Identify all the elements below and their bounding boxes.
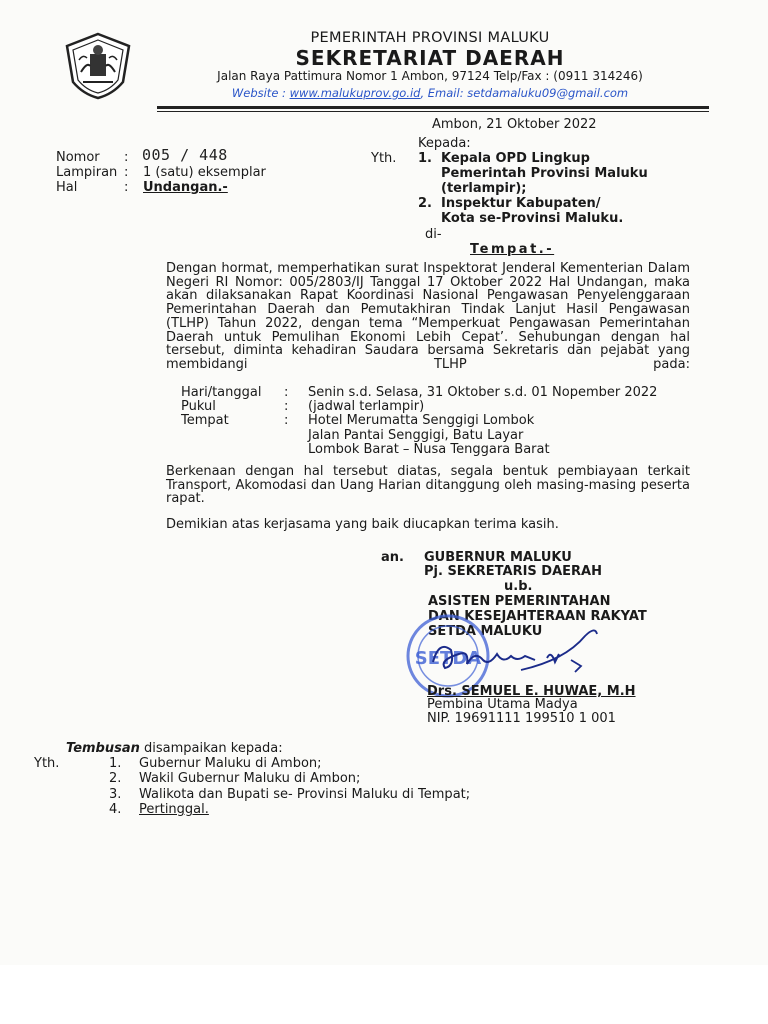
nomor-colon: :	[124, 150, 129, 165]
email-text: , Email: setdamaluku09@gmail.com	[420, 86, 629, 100]
recipient-2-num: 2.	[418, 196, 432, 211]
detail-hari-value: Senin s.d. Selasa, 31 Oktober s.d. 01 Nopember 2022	[308, 385, 658, 400]
detail-hari-colon: :	[284, 385, 289, 400]
signature-title-2: Pj. SEKRETARIS DAERAH	[424, 564, 602, 579]
hal-value: Undangan.-	[143, 180, 228, 195]
lampiran-label: Lampiran	[56, 165, 118, 180]
tembusan-title-rest: disampaikan kepada:	[139, 741, 283, 756]
detail-pukul-label: Pukul	[181, 399, 216, 414]
detail-tempat-label: Tempat	[181, 413, 229, 428]
signature-title-3: ASISTEN PEMERINTAHAN	[428, 594, 611, 609]
tembusan-title: Tembusan	[66, 741, 140, 756]
signatory-name: Drs. SEMUEL E. HUWAE, M.H	[427, 684, 636, 699]
letterhead-contact	[180, 86, 680, 100]
tembusan-item-3-num: 3.	[109, 787, 122, 802]
tembusan-heading	[66, 742, 283, 757]
signature-title-5: SETDA MALUKU	[428, 624, 543, 639]
recipient-1-line2: Pemerintah Provinsi Maluku	[441, 166, 648, 181]
recipient-di: di-	[425, 227, 442, 242]
body-paragraph-1: Dengan hormat, memperhatikan surat Inspektorat Jenderal Kementerian Dalam Negeri RI Nomor: 005/2803/IJ Tanggal 17 Oktober 2022 Hal Undangan, maka akan dilaksanakan Rapat Koordinasi Nasional Pengawasan Penyelenggaraan Pemerintahan Daerah dan Pemutakhiran Tindak Lanjut Hasil Pengawasan (TLHP) Tahun 2022, dengan tema “Memperkuat Pengawasan Pemerintahan Daerah untuk Pemulihan Ekonomi Lebih Cepat’. Sehubungan dengan hal tersebut, diminta kehadiran Saudara bersama Sekretaris dan pejabat yang membidangi TLHP pada:	[166, 261, 690, 372]
recipient-1-num: 1.	[418, 151, 432, 166]
signature-title-1: GUBERNUR MALUKU	[424, 550, 572, 565]
recipient-2-line1: Inspektur Kabupaten/	[441, 196, 601, 211]
tembusan-yth: Yth.	[34, 756, 60, 771]
recipient-2-line2: Kota se-Provinsi Maluku.	[441, 211, 624, 226]
recipient-1-line3: (terlampir);	[441, 181, 527, 196]
signature-title-4: DAN KESEJAHTERAAN RAKYAT	[428, 609, 647, 624]
body-paragraph-3: Demikian atas kerjasama yang baik diucapkan terima kasih.	[166, 517, 559, 532]
letterhead-rule-thin	[157, 111, 709, 112]
letterhead-office: SEKRETARIAT DAERAH	[295, 46, 565, 70]
kepada-label: Kepada:	[418, 136, 471, 151]
lampiran-colon: :	[124, 165, 129, 180]
body-paragraph-2: Berkenaan dengan hal tersebut diatas, segala bentuk pembiayaan terkait Transport, Akomodasi dan Uang Harian ditanggung oleh masing-masing peserta rapat.	[166, 464, 690, 507]
tembusan-item-1-num: 1.	[109, 756, 122, 771]
provincial-emblem-icon	[63, 32, 133, 100]
website-label: Website :	[231, 86, 290, 100]
tembusan-item-2-text: Wakil Gubernur Maluku di Ambon;	[139, 771, 361, 786]
tembusan-item-4-num: 4.	[109, 802, 122, 817]
detail-tempat-line3: Lombok Barat – Nusa Tenggara Barat	[308, 442, 550, 457]
hal-colon: :	[124, 180, 129, 195]
letter-date: Ambon, 21 Oktober 2022	[432, 117, 597, 132]
tembusan-item-2-num: 2.	[109, 771, 122, 786]
detail-tempat-line1: Hotel Merumatta Senggigi Lombok	[308, 413, 535, 428]
detail-tempat-colon: :	[284, 413, 289, 428]
signatory-rank: Pembina Utama Madya	[427, 697, 578, 712]
signature-an: an.	[381, 550, 404, 565]
recipient-tempat: Tempat.-	[470, 242, 555, 257]
page-bottom-margin	[0, 965, 768, 1024]
tembusan-item-4-text: Pertinggal.	[139, 802, 209, 817]
hal-label: Hal	[56, 180, 78, 195]
website-link[interactable]: www.malukuprov.go.id	[289, 86, 421, 100]
letterhead-address: Jalan Raya Pattimura Nomor 1 Ambon, 97124 Telp/Fax : (0911 314246)	[217, 69, 643, 83]
detail-pukul-colon: :	[284, 399, 289, 414]
letterhead-rule-thick	[157, 106, 709, 109]
tembusan-item-1-text: Gubernur Maluku di Ambon;	[139, 756, 322, 771]
signatory-nip: NIP. 19691111 199510 1 001	[427, 711, 616, 726]
detail-pukul-value: (jadwal terlampir)	[308, 399, 425, 414]
lampiran-value: 1 (satu) eksemplar	[143, 165, 266, 180]
detail-tempat-line2: Jalan Pantai Senggigi, Batu Layar	[308, 428, 524, 443]
recipient-1-line1: Kepala OPD Lingkup	[441, 151, 590, 166]
recipient-yth: Yth.	[371, 151, 397, 166]
letterhead-government: PEMERINTAH PROVINSI MALUKU	[310, 30, 550, 46]
tembusan-item-3-text: Walikota dan Bupati se- Provinsi Maluku di Tempat;	[139, 787, 471, 802]
stamp-text: SETDA	[414, 648, 482, 669]
detail-hari-label: Hari/tanggal	[181, 385, 262, 400]
nomor-value: 005 / 448	[142, 146, 228, 164]
signature-ub: u.b.	[504, 579, 533, 594]
nomor-label: Nomor	[56, 150, 100, 165]
